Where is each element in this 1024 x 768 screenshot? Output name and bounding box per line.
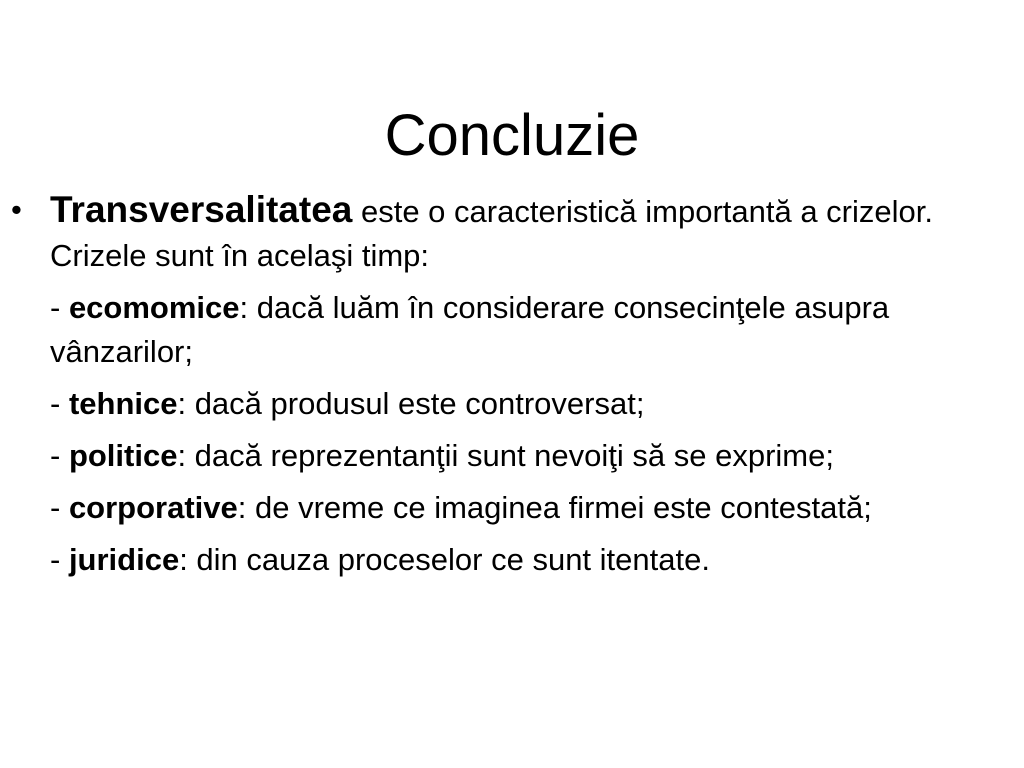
bullet-text: este o caracteristică importantă a crizelor. Crizele sunt în acelaşi timp: (50, 194, 933, 273)
bullet-paragraph (11, 188, 1000, 278)
item-dash: - (50, 438, 69, 473)
crisis-type-item (50, 382, 1000, 426)
slide-title: Concluzie (384, 102, 640, 168)
crisis-type-item (50, 538, 1000, 582)
bullet-lead-term: Transversalitatea (50, 189, 353, 230)
bullet-marker: • (11, 192, 22, 227)
item-term: politice (68, 438, 178, 473)
item-text: : dacă produsul este controversat; (177, 386, 645, 421)
item-term: juridice (68, 542, 180, 577)
item-dash: - (50, 490, 69, 525)
item-text: : de vreme ce imaginea firmei este contestată; (237, 490, 872, 525)
item-term: corporative (68, 490, 238, 525)
slide-body (0, 188, 1024, 582)
item-text: : dacă luăm în considerare consecinţele asupra vânzarilor; (50, 290, 890, 369)
item-term: tehnice (68, 386, 178, 421)
item-dash: - (50, 290, 69, 325)
crisis-type-item (50, 486, 1000, 530)
item-dash: - (50, 542, 69, 577)
crisis-type-item (50, 434, 1000, 478)
item-text: : dacă reprezentanţii sunt nevoiţi să se exprime; (177, 438, 834, 473)
item-dash: - (50, 386, 69, 421)
item-term: ecomomice (68, 290, 240, 325)
crisis-type-item (50, 286, 1000, 374)
item-text: : din cauza proceselor ce sunt itentate. (179, 542, 710, 577)
